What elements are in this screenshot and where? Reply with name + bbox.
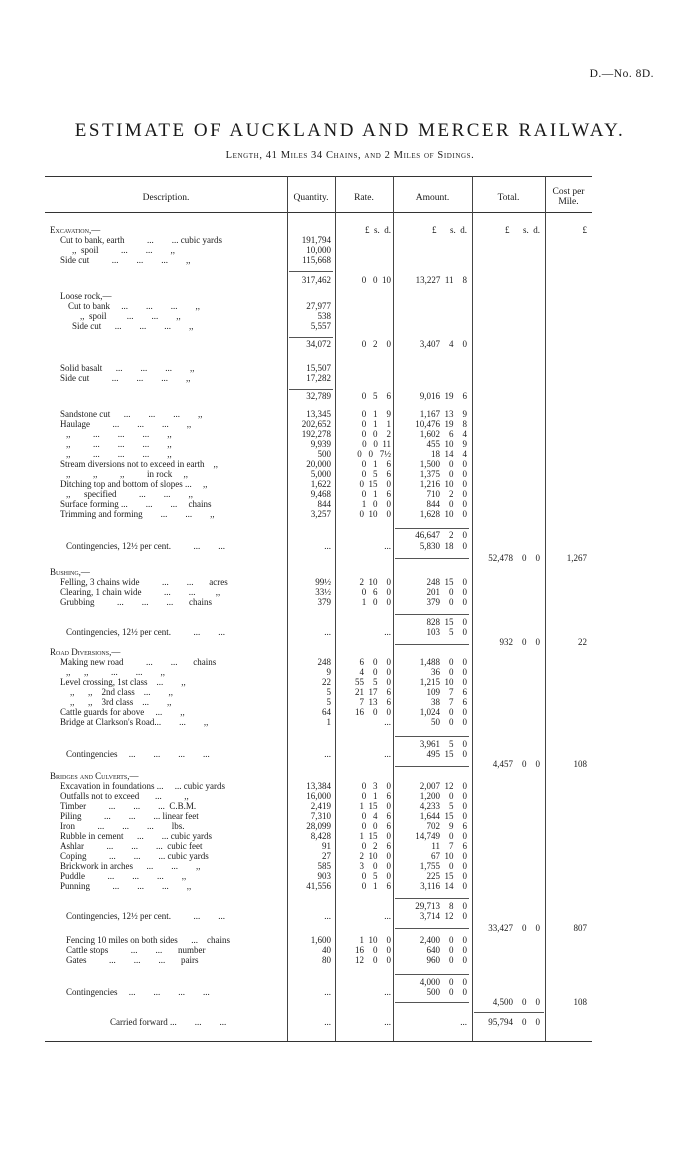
row-description: Contingencies ... ... ... ... — [66, 987, 210, 997]
row-quantity: 9,939 — [310, 439, 331, 449]
row-amount: 36 0 0 — [431, 667, 467, 677]
row-quantity: ... — [324, 541, 331, 551]
row-description: Contingencies, 12½ per cent. ... ... — [66, 911, 225, 921]
row-rate: 0 1 6 — [361, 791, 391, 801]
row-amount: 14,749 0 0 — [415, 831, 467, 841]
row-description: ,, ,, 2nd class ... ,, — [70, 687, 173, 697]
row-amount: 38 7 6 — [431, 697, 467, 707]
row-quantity: 5 — [326, 697, 331, 707]
row-description: Carried forward ... ... ... — [110, 1017, 227, 1027]
row-amount: 455 10 9 — [426, 439, 467, 449]
row-description: Side cut ... ... ... ,, — [60, 255, 191, 265]
row-description: Making new road ... ... chains — [60, 657, 217, 667]
total-rule — [474, 1012, 544, 1013]
row-rate: 0 0 6 — [361, 821, 391, 831]
row-cost-per-mile: 108 — [573, 997, 587, 1007]
page-title: ESTIMATE OF AUCKLAND AND MERCER RAILWAY. — [74, 120, 626, 141]
row-cost-per-mile: 108 — [573, 759, 587, 769]
row-amount: 1,500 0 0 — [419, 459, 467, 469]
header-amount: Amount. — [415, 193, 450, 203]
row-quantity: 5,557 — [310, 321, 331, 331]
row-rate: 0 10 0 — [359, 509, 391, 519]
row-quantity: 16,000 — [306, 791, 331, 801]
row-cost-per-mile: 807 — [573, 923, 587, 933]
row-rate: 0 2 0 — [361, 339, 391, 349]
row-quantity: 115,668 — [302, 255, 331, 265]
subtotal-rule — [395, 614, 469, 615]
row-quantity: 1,622 — [310, 479, 331, 489]
row-description: Punning ... ... ... ,, — [60, 881, 192, 891]
header-quantity: Quantity. — [293, 193, 329, 203]
row-description: Trimming and forming ... ... ,, — [60, 509, 215, 519]
row-rate: 21 17 6 — [355, 687, 391, 697]
row-rate: 1 15 0 — [359, 831, 391, 841]
row-amount: 13,227 11 8 — [415, 275, 467, 285]
row-amount: 495 15 0 — [426, 749, 467, 759]
subtotal-rule — [289, 389, 333, 390]
row-description: Contingencies, 12½ per cent. ... ... — [66, 541, 225, 551]
row-quantity: 379 — [317, 597, 331, 607]
row-quantity: 9,468 — [310, 489, 331, 499]
row-quantity: 317,462 — [301, 275, 331, 285]
row-description: ,, ... ... ... ,, — [66, 449, 172, 459]
row-quantity: 17,282 — [306, 373, 331, 383]
row-description: Excavation,— — [50, 225, 101, 235]
row-description: Sandstone cut ... ... ... ,, — [60, 409, 203, 419]
row-amount: 379 0 0 — [426, 597, 467, 607]
row-description: Road Diversions,— — [50, 647, 121, 657]
row-description: ,, specified ... ... ,, — [66, 489, 193, 499]
row-description: Loose rock,— — [60, 291, 112, 301]
row-description: Bushing,— — [50, 567, 90, 577]
row-description: ,, ,, ,, in rock ,, — [66, 469, 188, 479]
row-description: Clearing, 1 chain wide ... ... ,, — [60, 587, 221, 597]
row-amount: 828 15 0 — [426, 617, 467, 627]
row-description: Bridge at Clarkson's Road... ... ,, — [60, 717, 209, 727]
subtotal-rule — [395, 558, 469, 559]
row-amount: 5,830 18 0 — [419, 541, 467, 551]
row-rate: 2 10 0 — [359, 577, 391, 587]
row-quantity: 844 — [317, 499, 331, 509]
row-amount: 18 14 4 — [431, 449, 467, 459]
row-amount: 960 0 0 — [426, 955, 467, 965]
row-quantity: 2,419 — [310, 801, 331, 811]
row-total: 95,794 0 0 — [488, 1017, 540, 1027]
row-description: Surface forming ... ... ... chains — [60, 499, 212, 509]
row-amount: 1,167 13 9 — [419, 409, 467, 419]
table-top-rule — [45, 176, 592, 177]
row-amount: 1,200 0 0 — [419, 791, 467, 801]
row-quantity: 500 — [317, 449, 331, 459]
row-amount: 844 0 0 — [426, 499, 467, 509]
row-total: 4,500 0 0 — [492, 997, 540, 1007]
row-description: ,, ,, 3rd class ... ,, — [70, 697, 172, 707]
row-description: Brickwork in arches ... ... ,, — [60, 861, 201, 871]
row-cost-per-mile: 1,267 — [566, 553, 587, 563]
row-amount: 2,400 0 0 — [419, 935, 467, 945]
row-amount: 1,216 10 0 — [419, 479, 467, 489]
row-quantity: 41,556 — [306, 881, 331, 891]
row-amount: 1,215 10 0 — [419, 677, 467, 687]
row-description: Outfalls not to exceed ... ,, — [60, 791, 189, 801]
row-amount: 702 9 6 — [426, 821, 467, 831]
subtotal-rule — [395, 898, 469, 899]
row-quantity: 9 — [326, 667, 331, 677]
row-amount: 103 5 0 — [426, 627, 467, 637]
row-amount: 4,000 0 0 — [419, 977, 467, 987]
row-rate: 0 1 6 — [361, 881, 391, 891]
row-amount: ... — [460, 1017, 467, 1027]
row-quantity: 33½ — [315, 587, 331, 597]
row-description: Contingencies, 12½ per cent. ... ... — [66, 627, 225, 637]
row-amount: 2,007 12 0 — [419, 781, 467, 791]
row-rate: 0 5 0 — [361, 871, 391, 881]
row-rate: 0 1 9 — [361, 409, 391, 419]
row-amount: 1,375 0 0 — [419, 469, 467, 479]
header-description: Description. — [142, 193, 190, 203]
row-rate: 0 6 0 — [361, 587, 391, 597]
row-description: Cattle guards for above ... ,, — [60, 707, 185, 717]
row-amount: 11 7 6 — [431, 841, 467, 851]
row-quantity: ... — [324, 987, 331, 997]
row-description: Piling ... ... ... linear feet — [60, 811, 199, 821]
row-amount: 225 15 0 — [426, 871, 467, 881]
row-description: ,, ,, ... ... ,, — [66, 667, 165, 677]
row-description: Level crossing, 1st class ... ,, — [60, 677, 186, 687]
subtotal-rule — [395, 928, 469, 929]
row-quantity: 15,507 — [306, 363, 331, 373]
row-description: Contingencies ... ... ... ... — [66, 749, 210, 759]
row-rate: 0 5 6 — [361, 469, 391, 479]
row-description: Side cut ... ... ... ,, — [60, 373, 191, 383]
row-quantity: 10,000 — [306, 245, 331, 255]
row-rate: ... — [384, 717, 391, 727]
row-quantity: 13,345 — [306, 409, 331, 419]
row-quantity: 8,428 — [310, 831, 331, 841]
page-subtitle: Length, 41 Miles 34 Chains, and 2 Miles of Sidings. — [225, 150, 475, 161]
row-rate: 0 0 10 — [361, 275, 391, 285]
row-total: 33,427 0 0 — [488, 923, 540, 933]
row-rate: ... — [384, 541, 391, 551]
row-rate: ... — [384, 1017, 391, 1027]
row-amount: 67 10 0 — [431, 851, 467, 861]
row-description: Iron ... ... ... lbs. — [60, 821, 185, 831]
row-description: Solid basalt ... ... ... ,, — [60, 363, 195, 373]
row-quantity: 22 — [322, 677, 331, 687]
row-quantity: 28,099 — [306, 821, 331, 831]
row-rate: 1 0 0 — [361, 499, 391, 509]
row-description: Ditching top and bottom of slopes ... ,, — [60, 479, 208, 489]
row-amount: 710 2 0 — [426, 489, 467, 499]
row-quantity: 91 — [322, 841, 331, 851]
row-amount: 3,961 5 0 — [419, 739, 467, 749]
row-quantity: 903 — [317, 871, 331, 881]
row-quantity: 202,652 — [301, 419, 331, 429]
row-quantity: 7,310 — [310, 811, 331, 821]
row-amount: 1,602 6 4 — [419, 429, 467, 439]
row-rate: 1 0 0 — [361, 597, 391, 607]
row-amount: 3,714 12 0 — [419, 911, 467, 921]
row-quantity: 64 — [322, 707, 331, 717]
row-amount: 1,488 0 0 — [419, 657, 467, 667]
row-description: ,, ... ... ... ,, — [66, 429, 172, 439]
col-divider-cpm — [545, 176, 546, 1041]
table-bottom-rule — [45, 1041, 592, 1042]
row-amount: 46,647 2 0 — [415, 530, 467, 540]
row-amount: 3,407 4 0 — [419, 339, 467, 349]
row-amount: 500 0 0 — [426, 987, 467, 997]
row-rate: 16 0 0 — [355, 945, 391, 955]
row-rate: 3 0 0 — [359, 861, 391, 871]
row-amount: 4,233 5 0 — [419, 801, 467, 811]
row-rate: 0 15 0 — [359, 479, 391, 489]
row-quantity: 5 — [326, 687, 331, 697]
row-quantity: 13,384 — [306, 781, 331, 791]
row-total: 4,457 0 0 — [492, 759, 540, 769]
row-description: Excavation in foundations ... ... cubic yards — [60, 781, 225, 791]
row-description: Fencing 10 miles on both sides ... chains — [66, 935, 230, 945]
row-quantity: 1,600 — [310, 935, 331, 945]
row-amount: 640 0 0 — [426, 945, 467, 955]
row-quantity: 3,257 — [310, 509, 331, 519]
row-rate: 0 0 11 — [362, 439, 391, 449]
row-quantity: 538 — [317, 311, 331, 321]
row-rate: 55 5 0 — [355, 677, 391, 687]
row-rate: £ s. d. — [364, 225, 391, 235]
row-quantity: ... — [324, 749, 331, 759]
table-header-rule — [45, 212, 592, 213]
row-amount: £ s. d. — [431, 225, 467, 235]
row-quantity: 192,278 — [301, 429, 331, 439]
row-description: ,, spoil ... ... ,, — [72, 245, 176, 255]
row-rate: 0 3 0 — [361, 781, 391, 791]
row-amount: 1,628 10 0 — [419, 509, 467, 519]
subtotal-rule — [289, 271, 333, 272]
row-amount: 29,713 8 0 — [415, 901, 467, 911]
row-description: Felling, 3 chains wide ... ... acres — [60, 577, 228, 587]
row-quantity: 191,794 — [301, 235, 331, 245]
row-rate: 12 0 0 — [355, 955, 391, 965]
row-quantity: 34,072 — [306, 339, 331, 349]
row-quantity: ... — [324, 1017, 331, 1027]
subtotal-rule — [395, 644, 469, 645]
row-quantity: 32,789 — [306, 391, 331, 401]
row-rate: 0 1 6 — [361, 489, 391, 499]
row-amount: 1,755 0 0 — [419, 861, 467, 871]
col-divider-total — [472, 176, 473, 1041]
row-description: Rubble in cement ... ... cubic yards — [60, 831, 212, 841]
col-divider-amount — [393, 176, 394, 1041]
row-rate: ... — [384, 627, 391, 637]
row-description: ,, spoil ... ... ,, — [80, 311, 181, 321]
row-amount: 201 0 0 — [426, 587, 467, 597]
row-quantity: 20,000 — [306, 459, 331, 469]
row-rate: 16 0 0 — [355, 707, 391, 717]
row-amount: 3,116 14 0 — [420, 881, 467, 891]
subtotal-rule — [289, 337, 333, 338]
row-amount: 9,016 19 6 — [419, 391, 467, 401]
row-description: Cattle stops ... ... number — [66, 945, 206, 955]
row-description: Cut to bank ... ... ... ,, — [68, 301, 200, 311]
row-description: Timber ... ... ... C.B.M. — [60, 801, 197, 811]
row-quantity: 585 — [317, 861, 331, 871]
subtotal-rule — [395, 736, 469, 737]
row-rate: 2 10 0 — [359, 851, 391, 861]
subtotal-rule — [395, 974, 469, 975]
row-description: Haulage ... ... ... ,, — [60, 419, 192, 429]
row-rate: 1 10 0 — [359, 935, 391, 945]
row-rate: ... — [384, 987, 391, 997]
row-rate: ... — [384, 749, 391, 759]
row-description: Coping ... ... ... cubic yards — [60, 851, 209, 861]
col-divider-rate — [335, 176, 336, 1041]
row-rate: ... — [384, 911, 391, 921]
row-description: Side cut ... ... ... ,, — [72, 321, 194, 331]
row-description: Cut to bank, earth ... ... cubic yards — [60, 235, 222, 245]
row-amount: 248 15 0 — [426, 577, 467, 587]
row-total: £ s. d. — [504, 225, 540, 235]
row-cost-per-mile: £ — [582, 225, 587, 235]
subtotal-rule — [395, 1002, 469, 1003]
row-rate: 0 2 6 — [361, 841, 391, 851]
row-quantity: ... — [324, 627, 331, 637]
row-amount: 10,476 19 8 — [415, 419, 467, 429]
row-description: Ashlar ... ... ... cubic feet — [60, 841, 203, 851]
header-total: Total. — [497, 193, 520, 203]
row-rate: 7 13 6 — [359, 697, 391, 707]
row-amount: 1,024 0 0 — [419, 707, 467, 717]
row-rate: 1 15 0 — [359, 801, 391, 811]
row-quantity: ... — [324, 911, 331, 921]
row-rate: 0 1 6 — [361, 459, 391, 469]
row-rate: 0 1 1 — [361, 419, 391, 429]
row-total: 932 0 0 — [499, 637, 540, 647]
row-amount: 1,644 15 0 — [419, 811, 467, 821]
row-description: Puddle ... ... ... ,, — [60, 871, 187, 881]
row-quantity: 27 — [322, 851, 331, 861]
row-quantity: 27,977 — [306, 301, 331, 311]
row-description: Grubbing ... ... ... chains — [60, 597, 212, 607]
row-rate: 0 0 7½ — [357, 449, 391, 459]
row-total: 52,478 0 0 — [488, 553, 540, 563]
row-quantity: 248 — [317, 657, 331, 667]
row-description: Bridges and Culverts,— — [50, 771, 139, 781]
row-quantity: 99½ — [315, 577, 331, 587]
header-rate: Rate. — [354, 193, 374, 203]
row-description: Gates ... ... ... pairs — [66, 955, 199, 965]
row-rate: 0 4 6 — [361, 811, 391, 821]
subtotal-rule — [395, 766, 469, 767]
row-quantity: 5,000 — [310, 469, 331, 479]
row-amount: 109 7 6 — [426, 687, 467, 697]
row-quantity: 40 — [322, 945, 331, 955]
row-description: ,, ... ... ... ,, — [66, 439, 172, 449]
row-rate: 0 5 6 — [361, 391, 391, 401]
row-quantity: 1 — [326, 717, 331, 727]
row-cost-per-mile: 22 — [578, 637, 587, 647]
subtotal-rule — [395, 528, 469, 529]
row-description: Stream diversions not to exceed in earth ,, — [60, 459, 218, 469]
row-rate: 0 0 2 — [361, 429, 391, 439]
row-quantity: 80 — [322, 955, 331, 965]
row-rate: 4 0 0 — [359, 667, 391, 677]
header-cost-per-mile: Cost per Mile. — [552, 187, 585, 207]
row-rate: 6 0 0 — [359, 657, 391, 667]
page-reference: D.—No. 8D. — [589, 68, 654, 80]
row-amount: 50 0 0 — [431, 717, 467, 727]
